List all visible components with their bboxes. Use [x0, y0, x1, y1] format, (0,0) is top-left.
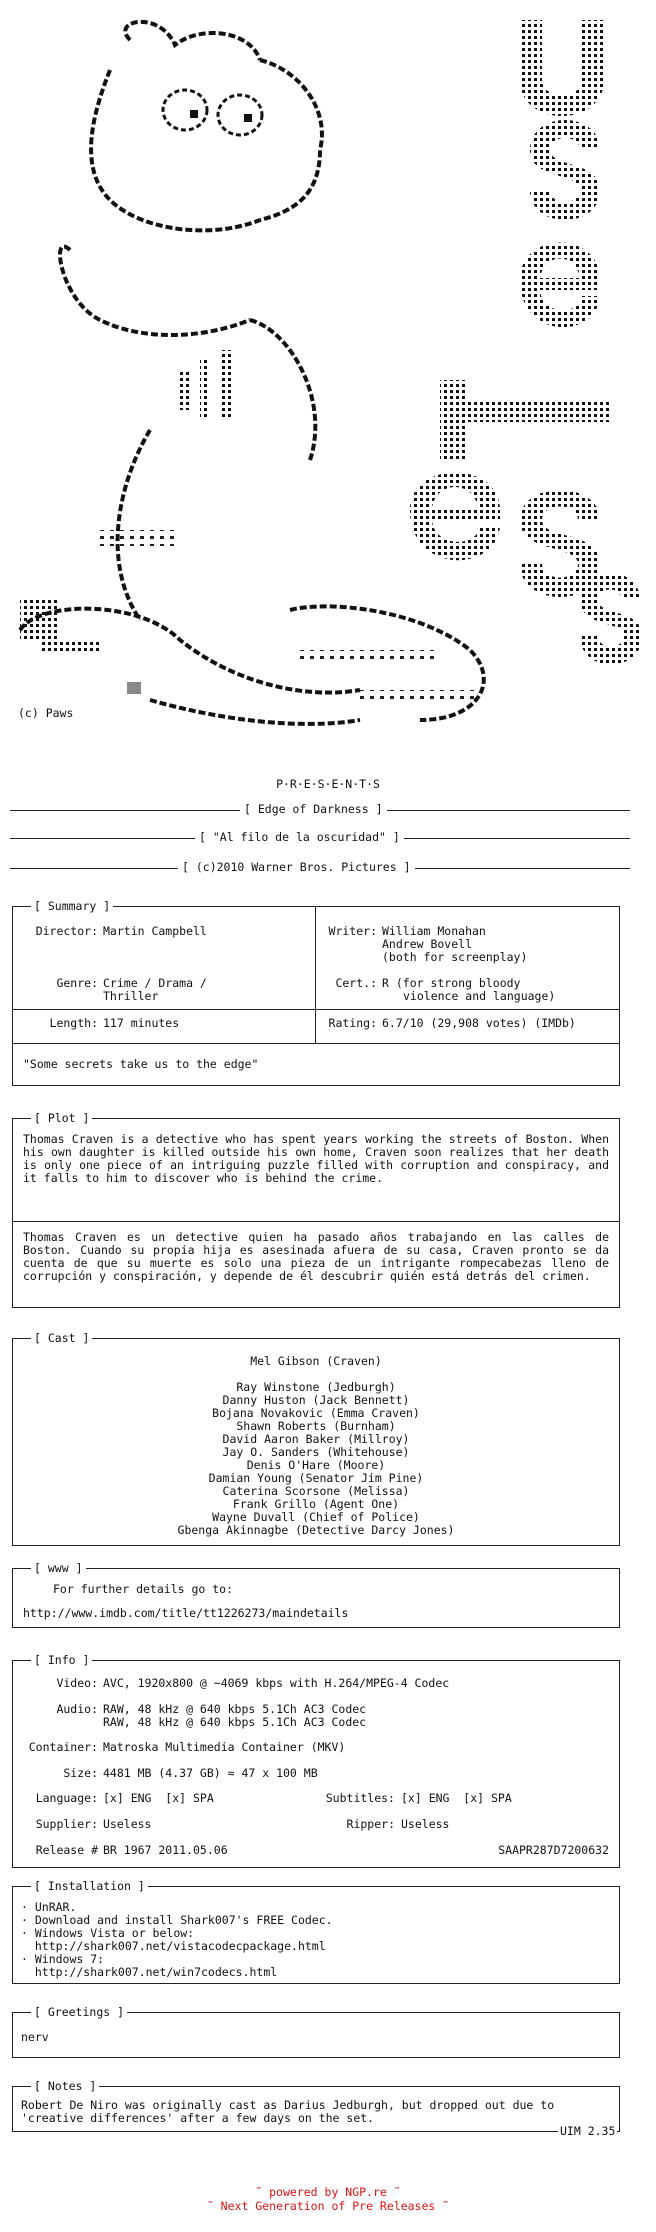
cast-member: Frank Grillo (Agent One) [232, 1497, 400, 1511]
audio-value-1: RAW, 48 kHz @ 640 kbps 5.1Ch AC3 Codec [103, 1702, 367, 1716]
summary-row-sep [13, 1009, 619, 1010]
container-value: Matroska Multimedia Container (MKV) [103, 1740, 346, 1754]
cast-member: Jay O. Sanders (Whitehouse) [222, 1445, 410, 1459]
director-value: Martin Campbell [103, 924, 207, 938]
cast-box [12, 1331, 620, 1546]
install-step-1: · UnRAR. [21, 1900, 77, 1914]
cast-member: Caterina Scorsone (Melissa) [222, 1484, 410, 1498]
release-value: BR 1967 2011.05.06 [103, 1843, 228, 1857]
audio-label: Audio: [56, 1702, 98, 1716]
summary-heading: [ Summary ] [31, 900, 113, 913]
video-value: AVC, 1920x800 @ ~4069 kbps with H.264/MPEG-4 Codec [103, 1676, 450, 1690]
cast-member: Damian Young (Senator Jim Pine) [208, 1471, 424, 1485]
genre-value-2: Thriller [103, 989, 159, 1003]
cast-member: Ray Winstone (Jedburgh) [236, 1380, 396, 1394]
www-heading: [ www ] [31, 1562, 86, 1575]
www-box [12, 1561, 620, 1628]
size-value: 4481 MB (4.37 GB) ≈ 47 x 100 MB [103, 1766, 318, 1780]
supplier-label: Supplier: [35, 1817, 98, 1831]
plot-english: Thomas Craven is a detective who has spent years working the streets of Boston. When his own daughter is killed outside his own home, Craven soon realizes that her death is only one piece of an intriguing puzzle filled with corruption and conspiracy, and it falls to him to discover who is behind the crime. [23, 1132, 609, 1185]
release-label: Release # [35, 1843, 98, 1857]
version-tag: UIM 2.35 [560, 2124, 616, 2138]
cast-member: Bojana Novakovic (Emma Craven) [212, 1406, 420, 1420]
presents-label: P·R·E·S·E·N·T·S [276, 777, 380, 791]
rating-label: Rating: [328, 1016, 377, 1030]
cert-label: Cert.: [335, 976, 377, 990]
installation-box [12, 1879, 620, 1984]
cast-member: Wayne Duvall (Chief of Police) [212, 1510, 420, 1524]
subtitles-value: [x] ENG [x] SPA [401, 1791, 512, 1805]
win7-codec-link[interactable]: http://shark007.net/win7codecs.html [21, 1965, 278, 1979]
audio-value-2: RAW, 48 kHz @ 640 kbps 5.1Ch AC3 Codec [103, 1715, 367, 1729]
genre-label: Genre: [56, 976, 98, 990]
writer-label: Writer: [328, 924, 377, 938]
vista-codec-link[interactable]: http://shark007.net/vistacodecpackage.html [21, 1939, 326, 1953]
cast-member: Shawn Roberts (Burnham) [236, 1419, 396, 1433]
cert-value-1: R (for strong bloody [382, 976, 521, 990]
rating-value: 6.7/10 (29,908 votes) (IMDb) [382, 1016, 576, 1030]
length-label: Length: [49, 1016, 98, 1030]
cast-member: Danny Huston (Jack Bennett) [222, 1393, 410, 1407]
install-step-5: · Windows 7: [21, 1952, 105, 1966]
plot-sep [13, 1221, 619, 1222]
tagline: "Some secrets take us to the edge" [23, 1057, 259, 1071]
plot-spanish: Thomas Craven es un detective quien ha pasado años trabajando en las calles de Boston. Cuando su propia hija es asesinada afuera de su casa, Craven pronto se da cuenta de que su muerte es solo una pieza de un intrigante rompecabezas lleno de corrupción y conspiración, y depende de él descubrir quién está detrás del crimen. [23, 1230, 609, 1283]
release-code: SAAPR287D7200632 [498, 1843, 609, 1857]
writer-value-1: William Monahan [382, 924, 486, 938]
ripper-value: Useless [401, 1817, 450, 1831]
cast-member: David Aaron Baker (Millroy) [222, 1432, 410, 1446]
supplier-value: Useless [103, 1817, 152, 1831]
installation-heading: [ Installation ] [31, 1880, 148, 1893]
install-step-3: · Windows Vista or below: [21, 1926, 195, 1940]
greetings-heading: [ Greetings ] [31, 2006, 127, 2019]
video-label: Video: [56, 1676, 98, 1690]
install-step-2: · Download and install Shark007's FREE Codec. [21, 1913, 333, 1927]
director-label: Director: [35, 924, 98, 938]
cast-heading: [ Cast ] [31, 1332, 92, 1345]
writer-value-2: Andrew Bovell [382, 937, 473, 951]
garfield-ascii-illustration [0, 0, 656, 760]
notes-box [12, 2079, 620, 2132]
language-value: [x] ENG [x] SPA [103, 1791, 214, 1805]
info-box [12, 1653, 620, 1868]
writer-value-3: (both for screenplay) [382, 950, 528, 964]
cast-member: Denis O'Hare (Moore) [246, 1458, 386, 1472]
language-label: Language: [35, 1791, 98, 1805]
art-credit: (c) Paws [18, 706, 74, 720]
cast-list [13, 1381, 619, 1537]
notes-heading: [ Notes ] [31, 2080, 99, 2093]
footer-tagline: ˜ Next Generation of Pre Releases ˜ [206, 2199, 450, 2213]
imdb-link[interactable]: http://www.imdb.com/title/tt1226273/maindetails [23, 1606, 349, 1620]
container-label: Container: [28, 1740, 98, 1754]
plot-box [12, 1111, 620, 1308]
summary-tagline-sep [13, 1043, 619, 1044]
notes-text: Robert De Niro was originally cast as Darius Jedburgh, but dropped out due to 'creative differences' after a few days on the set. [21, 2098, 555, 2125]
length-value: 117 minutes [103, 1016, 180, 1030]
plot-heading: [ Plot ] [31, 1112, 92, 1125]
ripper-label: Ripper: [346, 1817, 395, 1831]
movie-title: [ Edge of Darkness ] [240, 803, 387, 816]
cast-lead: Mel Gibson (Craven) [250, 1354, 382, 1368]
cert-value-2: violence and language) [403, 989, 556, 1003]
cast-member: Gbenga Akinnagbe (Detective Darcy Jones) [177, 1523, 455, 1537]
subtitles-label: Subtitles: [325, 1791, 395, 1805]
studio: [ (c)2010 Warner Bros. Pictures ] [178, 861, 415, 874]
summary-box [12, 899, 620, 1086]
www-intro: For further details go to: [53, 1582, 234, 1596]
greetings-text: nerv [21, 2030, 49, 2044]
genre-value-1: Crime / Drama / [103, 976, 207, 990]
ascii-art [0, 0, 656, 760]
greetings-box [12, 2005, 620, 2058]
footer-powered-by: ˜ powered by NGP.re ˜ [255, 2185, 401, 2199]
info-heading: [ Info ] [31, 1654, 92, 1667]
spanish-title: [ "Al filo de la oscuridad" ] [195, 831, 404, 844]
size-label: Size: [63, 1766, 98, 1780]
